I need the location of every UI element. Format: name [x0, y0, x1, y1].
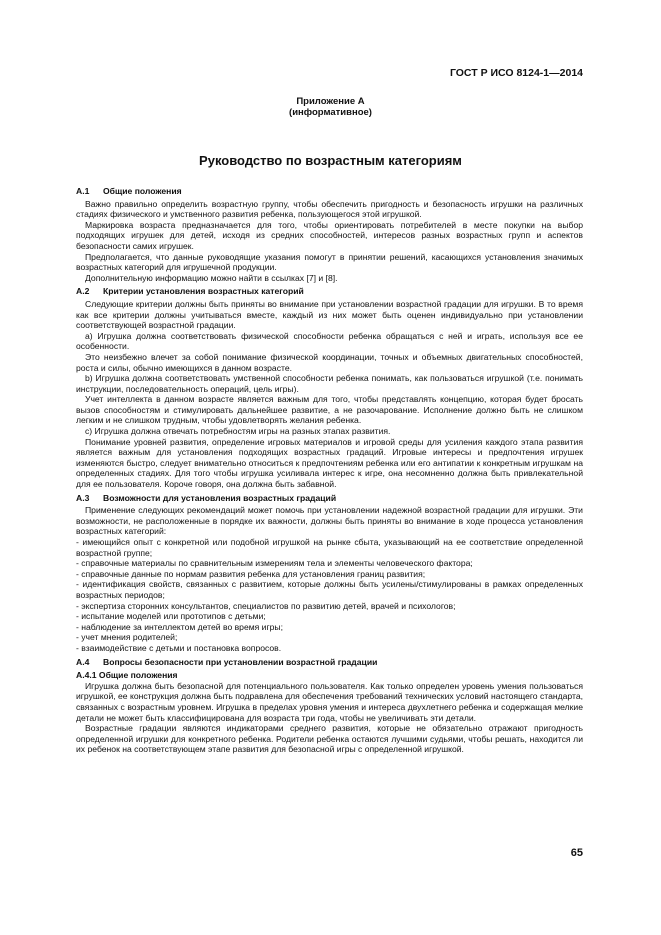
section-heading-text: Вопросы безопасности при установлении возрастной градации [103, 656, 378, 667]
section-heading [76, 493, 583, 504]
list-item: - взаимодействие с детьми и постановка вопросов. [76, 642, 282, 653]
paragraph: Важно правильно определить возрастную группу, чтобы обеспечить пригодность и безопасность игрушки на различных стадиях физического и умственного развития ребенка, пользующегося этой игрушкой. [76, 198, 583, 220]
paragraph: с) Игрушка должна отвечать потребностям игры на разных этапах развития. [85, 426, 391, 437]
paragraph: Следующие критерии должны быть приняты во внимание при установлении возрастной градации для игрушки. В то время как все критерии должны учитываться вместе, каждый из них может быть оценен индивидуально при установлении соответствующей возрастной градации. [76, 298, 583, 331]
section-heading-text: Общие положения [103, 186, 182, 196]
section-number: А.3 [76, 492, 90, 503]
paragraph: Маркировка возраста предназначается для того, чтобы ориентировать потребителей в месте покупки на выбор подходящих игрушек для детей, исходя из средних способностей, интересов разных возрастных групп и аспектов безопасности самих игрушек. [76, 219, 583, 251]
section-number: А.1 [76, 186, 90, 196]
section-heading-text: Критерии установления возрастных категорий [103, 286, 304, 297]
paragraph: Это неизбежно влечет за собой понимание физической координации, точных и объемных двигательных способностей, роста и силы, обычно имеющихся в данном возрасте. [76, 351, 583, 373]
paragraph: Применение следующих рекомендаций может помочь при установлении надежной возрастной градации для игрушки. Эти возможности, не расположенные в порядке их важности, должны быть приняты во внимание в ходе процесса установления возрастных категорий: [76, 505, 583, 537]
section-heading-text: Возможности для установления возрастных градаций [103, 492, 337, 503]
section-heading [76, 657, 583, 668]
paragraph: Предполагается, что данные руководящие указания помогут в принятии решений, касающихся установления значимых возрастных категорий для игрушечной продукции. [76, 251, 583, 273]
document-body [76, 186, 583, 755]
list-item: - учет мнения родителей; [76, 632, 178, 643]
list-item: - экспертиза сторонних консультантов, специалистов по развитию детей, врачей и психологов; [76, 600, 456, 611]
list-item: - испытание моделей или прототипов с детьми; [76, 611, 266, 622]
list-item: - справочные материалы по сравнительным измерениям тела и элементы человеческого фактора; [76, 558, 473, 569]
list-item: - справочные данные по нормам развития ребенка для установления границ развития; [76, 568, 426, 579]
appendix-title: Приложение А [296, 96, 365, 107]
paragraph: Игрушка должна быть безопасной для потенциального пользователя. Как только определен уровень умения пользоваться игрушкой, ее конструкция должна быть подравлена для обеспечения требований технических условий настоящего стандарта, связанных с возрастным уровнем. Игрушка в пределах уровня умения и интереса двухлетнего ребенка и содержащая мелкие детали не может быть классифицирована для возраста три года, чтобы не увеличивать эти детали. [76, 680, 584, 723]
section-heading [76, 286, 583, 297]
paragraph: а) Игрушка должна соответствовать физической способности ребенка обращаться с ней и играть, используя все ее особенности. [76, 330, 583, 352]
list-item: - имеющийся опыт с конкретной или подобной игрушкой на рынке сбыта, указывающий на ее соответствие определенной возрастной группе; [76, 537, 583, 558]
list-item: - идентификация свойств, связанных с развитием, которые должны быть усилены/стимулированы в рамках определенных возрастных периодов; [76, 579, 583, 600]
paragraph: Дополнительную информацию можно найти в ссылках [7] и [8]. [85, 272, 338, 283]
appendix-type: (информативное) [289, 107, 372, 118]
paragraph: Понимание уровней развития, определение игровых материалов и игровой среды для усиления каждого этапа развития является важным для установления подходящих возрастных градаций. Игровые интересы и предпочтения игрушек изменяются быстро, следует внимательно относиться к предпочтениям ребенка или его антипатии к конкретным игрушкам на определенных стадиях. Для того чтобы игрушка усиливала интерес к игре, она несомненно должна быть привлекательной для ее пользователя. Короче говоря, она должна быть забавной. [76, 436, 583, 490]
page-number: 65 [570, 847, 583, 859]
section-number: А.4 [76, 656, 90, 667]
subsection-heading: А.4.1 Общие положения [76, 670, 178, 681]
paragraph: b) Игрушка должна соответствовать умственной способности ребенка понимать, как пользоваться игрушкой (т.е. понимать инструкции, последовательность операций, цель игры). [76, 373, 583, 394]
page-title: Руководство по возрастным категориям [199, 153, 462, 168]
section-number: А.2 [76, 286, 90, 297]
paragraph: Возрастные градации являются индикаторами среднего развития, которые не обязательно отражают пригодность определенной игрушки для конкретного ребенка. Родители ребенка остаются лучшими судьями, чтобы решать, находится ли их ребенок на соответствующем этапе развития для безопасной игры с определенной игрушкой. [76, 723, 583, 755]
section-heading [76, 186, 583, 197]
paragraph: Учет интеллекта в данном возрасте является важным для того, чтобы представлять концепцию, которая будет бросать вызов способностям и стимулировать дальнейшее развитие, а не разочарование. Исполнение должно быть не слишком легким и не слишком трудным, чтобы удовлетворять желания ребенка. [76, 394, 583, 426]
list-item: - наблюдение за интеллектом детей во время игры; [76, 621, 283, 632]
standard-header: ГОСТ Р ИСО 8124-1—2014 [449, 67, 583, 79]
